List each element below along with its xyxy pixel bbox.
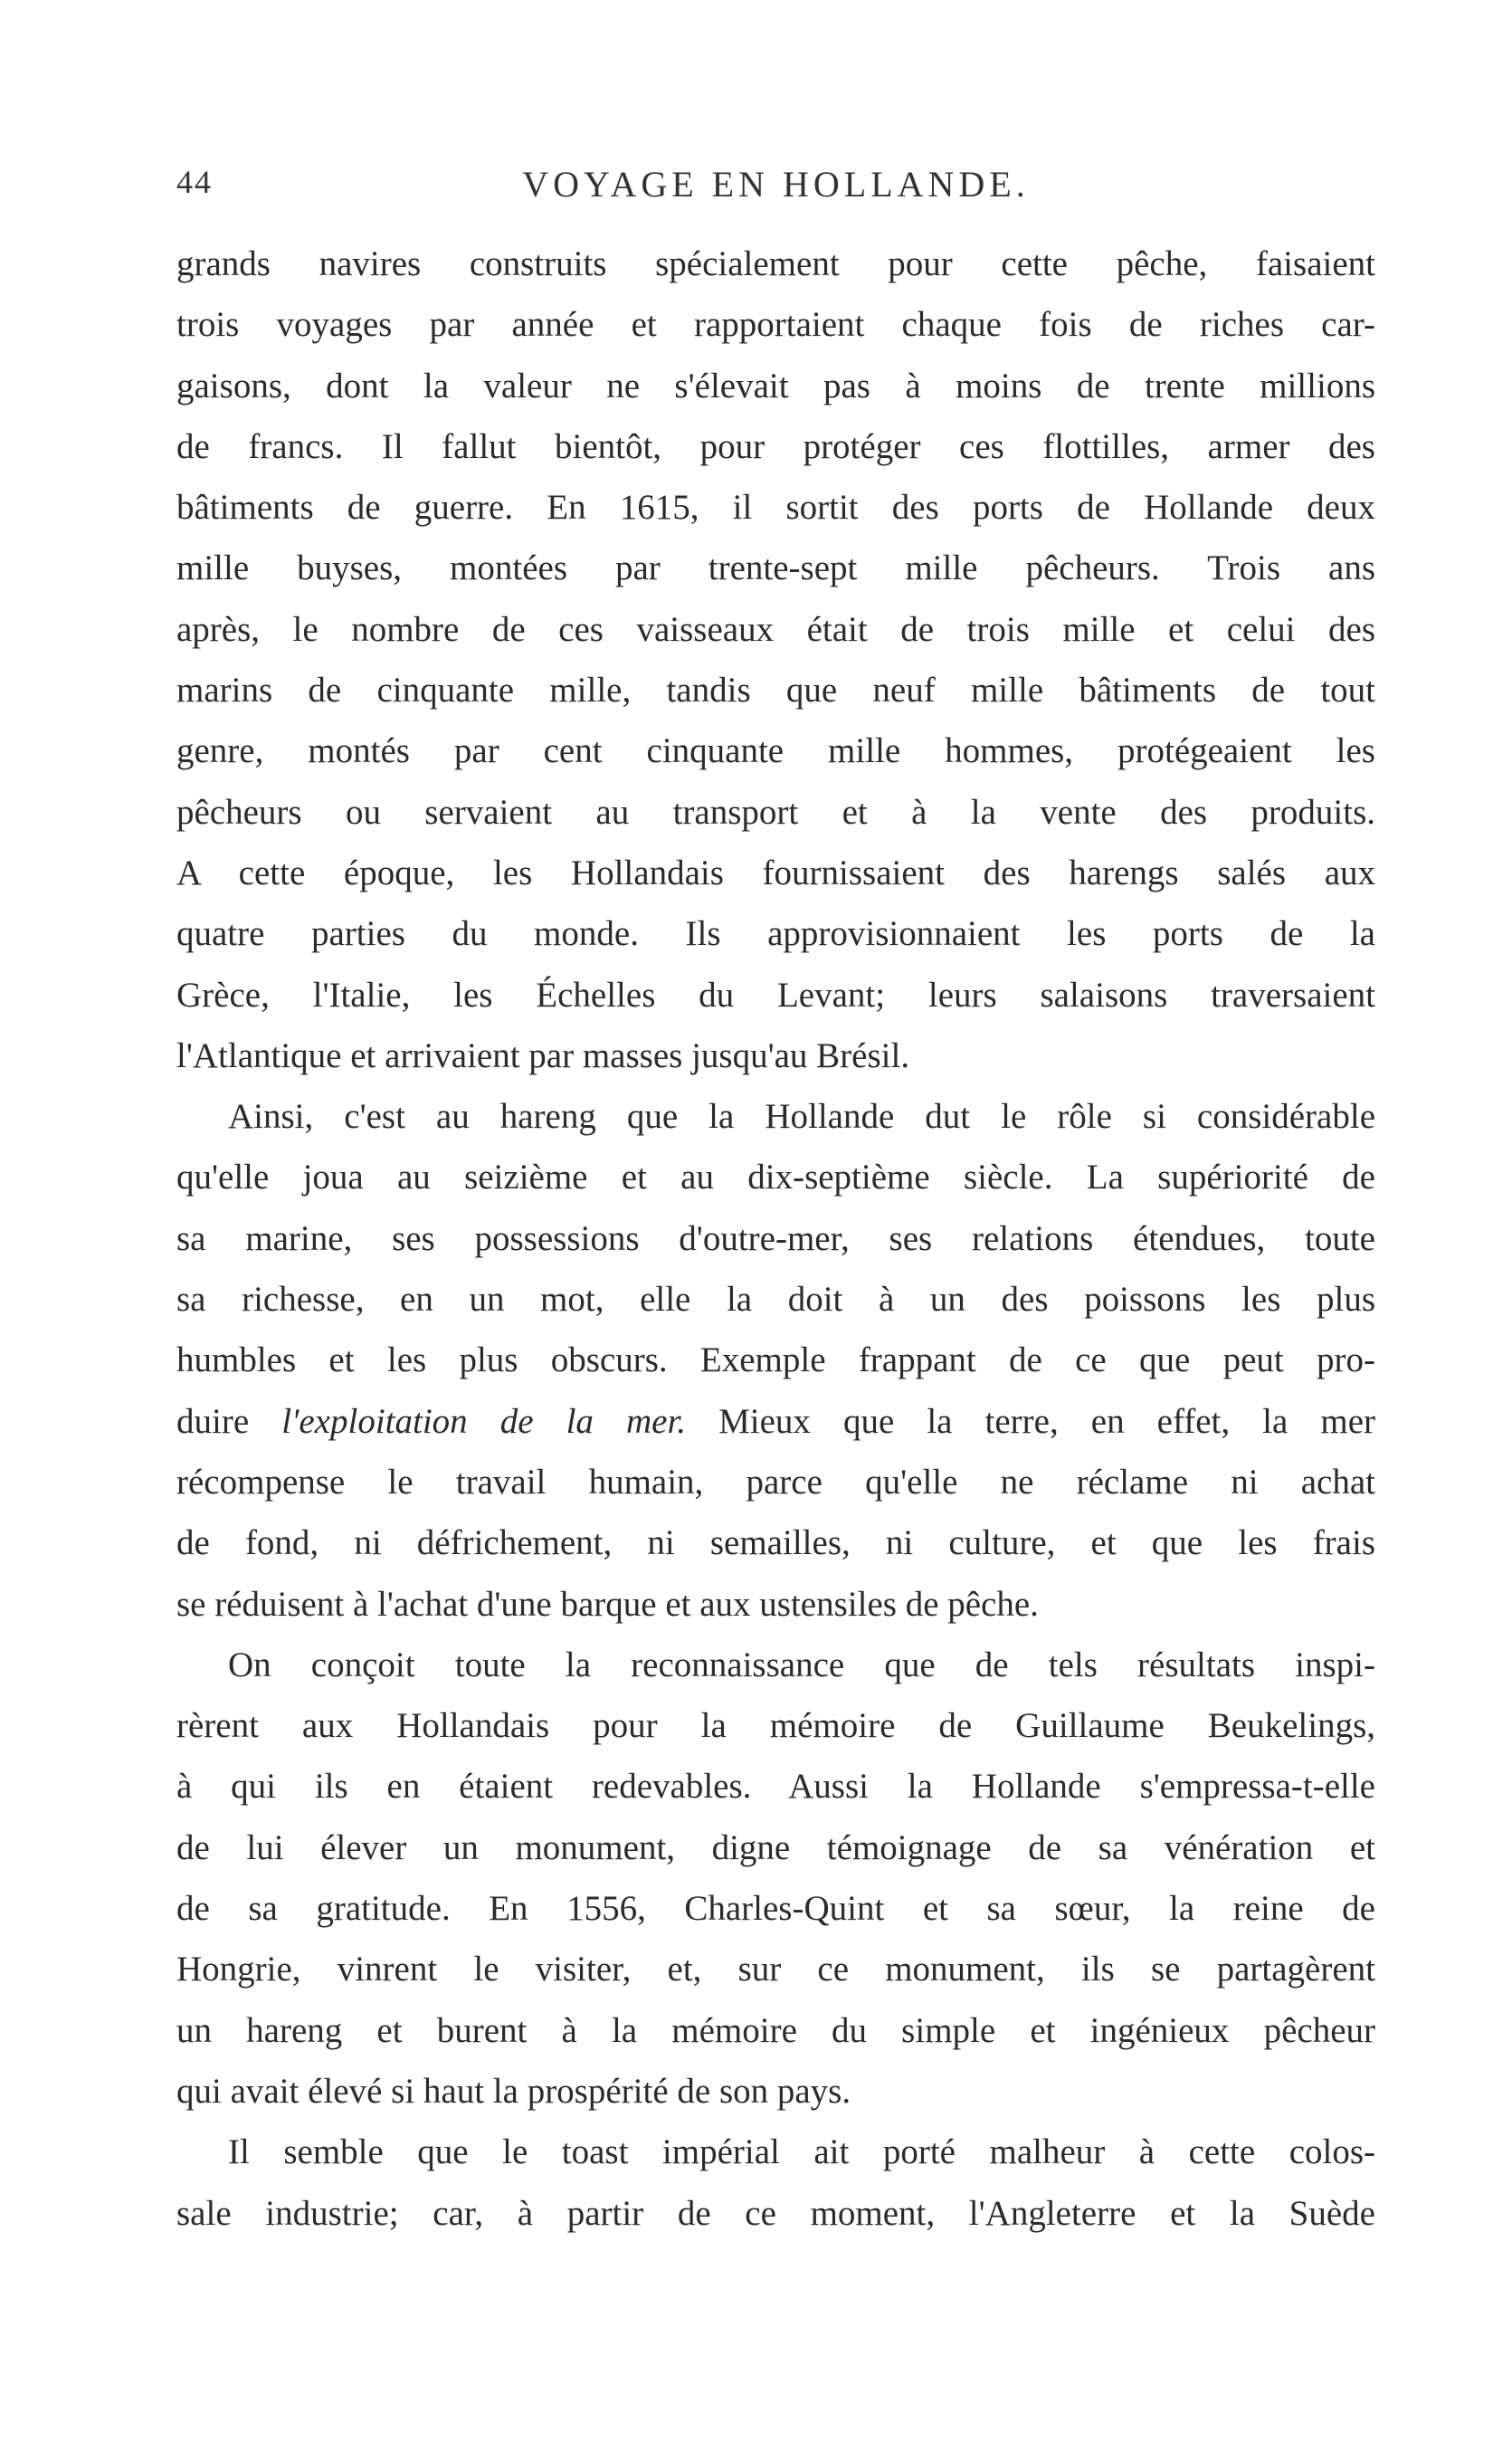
text-line: rèrent aux Hollandais pour la mémoire de Guillaume Beukelings, (176, 1706, 1375, 1746)
text-line: après, le nombre de ces vaisseaux était de trois mille et celui des (176, 609, 1375, 649)
text-line: sa richesse, en un mot, elle la doit à un des poissons les plus (176, 1280, 1375, 1320)
body-text (176, 234, 1375, 2244)
text-line: se réduisent à l'achat d'une barque et aux ustensiles de pêche. (176, 1584, 1039, 1624)
text-line: pêcheurs ou servaient au transport et à la vente des produits. (176, 792, 1375, 832)
text-line: un hareng et burent à la mémoire du simple et ingénieux pêcheur (176, 2010, 1375, 2050)
text-line: à qui ils en étaient redevables. Aussi la Hollande s'empressa-t-elle (176, 1767, 1375, 1807)
text-line: de francs. Il fallut bientôt, pour protéger ces flottilles, armer des (176, 426, 1375, 466)
text-line: sa marine, ses possessions d'outre-mer, ses relations étendues, toute (176, 1218, 1375, 1258)
text-line: bâtiments de guerre. En 1615, il sortit des ports de Hollande deux (176, 488, 1375, 528)
text-line: de lui élever un monument, digne témoignage de sa vénération et (176, 1827, 1375, 1867)
paragraph-first-line: Il semble que le toast impérial ait porté malheur à cette colos- (228, 2132, 1375, 2172)
text-line: grands navires construits spécialement pour cette pêche, faisaient (176, 244, 1375, 283)
text-line: quatre parties du monde. Ils approvisionnaient les ports de la (176, 914, 1375, 954)
paragraph-first-line: On conçoit toute la reconnaissance que de tels résultats inspi- (228, 1645, 1375, 1684)
text-line: marins de cinquante mille, tandis que neuf mille bâtiments de tout (176, 671, 1375, 711)
text-fragment: duire (176, 1401, 282, 1441)
text-line: de sa gratitude. En 1556, Charles-Quint et sa sœur, la reine de (176, 1889, 1375, 1929)
text-fragment: Mieux que la terre, en effet, la mer (686, 1401, 1375, 1441)
text-line: récompense le travail humain, parce qu'elle ne réclame ni achat (176, 1462, 1375, 1502)
text-line-with-italic (176, 1391, 1375, 1452)
paragraph-first-line: Ainsi, c'est au hareng que la Hollande dut le rôle si considérable (228, 1097, 1375, 1137)
text-line: trois voyages par année et rapportaient chaque fois de riches car- (176, 305, 1375, 345)
running-title: VOYAGE EN HOLLANDE. (522, 164, 1030, 205)
text-line: genre, montés par cent cinquante mille hommes, protégeaient les (176, 731, 1375, 771)
text-line: gaisons, dont la valeur ne s'élevait pas à moins de trente millions (176, 366, 1375, 405)
text-line: de fond, ni défrichement, ni semailles, ni culture, et que les frais (176, 1523, 1375, 1563)
text-line: sale industrie; car, à partir de ce moment, l'Angleterre et la Suède (176, 2193, 1375, 2233)
text-line: qui avait élevé si haut la prospérité de son pays. (176, 2071, 851, 2111)
text-line: mille buyses, montées par trente-sept mille pêcheurs. Trois ans (176, 548, 1375, 588)
italic-phrase: l'exploitation de la mer. (281, 1401, 687, 1441)
page-header (176, 163, 1375, 226)
text-line: humbles et les plus obscurs. Exemple frappant de ce que peut pro- (176, 1340, 1375, 1380)
text-line: Hongrie, vinrent le visiter, et, sur ce monument, ils se partagèrent (176, 1950, 1375, 1989)
text-line: A cette époque, les Hollandais fournissaient des harengs salés aux (176, 853, 1375, 892)
text-line: Grèce, l'Italie, les Échelles du Levant; leurs salaisons traversaient (176, 975, 1375, 1015)
text-line: qu'elle joua au seizième et au dix-septième siècle. La supériorité de (176, 1158, 1375, 1197)
page-number: 44 (176, 164, 213, 200)
text-line: l'Atlantique et arrivaient par masses jusqu'au Brésil. (176, 1035, 910, 1075)
